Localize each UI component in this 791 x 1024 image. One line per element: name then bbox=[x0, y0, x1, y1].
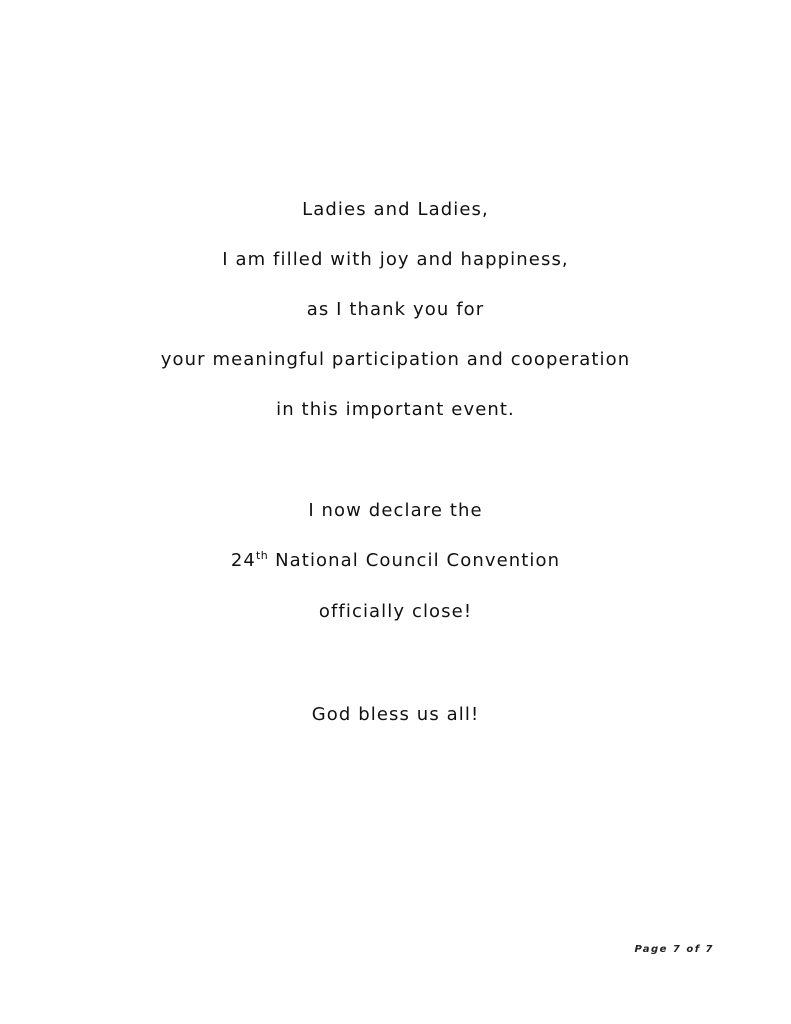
convention-line bbox=[0, 549, 791, 573]
convention-number: 24 bbox=[230, 550, 256, 571]
convention-ordinal-suffix: th bbox=[255, 549, 269, 562]
blessing-line: God bless us all! bbox=[311, 704, 480, 725]
participation-line: your meaningful participation and cooperation bbox=[160, 349, 631, 370]
greeting-line: Ladies and Ladies, bbox=[302, 199, 489, 220]
event-line: in this important event. bbox=[276, 399, 515, 420]
convention-name: National Council Convention bbox=[268, 550, 561, 571]
declare-line: I now declare the bbox=[308, 500, 483, 521]
close-line: officially close! bbox=[318, 601, 473, 622]
page-number: Page 7 of 7 bbox=[634, 944, 714, 955]
joy-line: I am filled with joy and happiness, bbox=[222, 249, 569, 270]
thank-line: as I thank you for bbox=[306, 299, 485, 320]
